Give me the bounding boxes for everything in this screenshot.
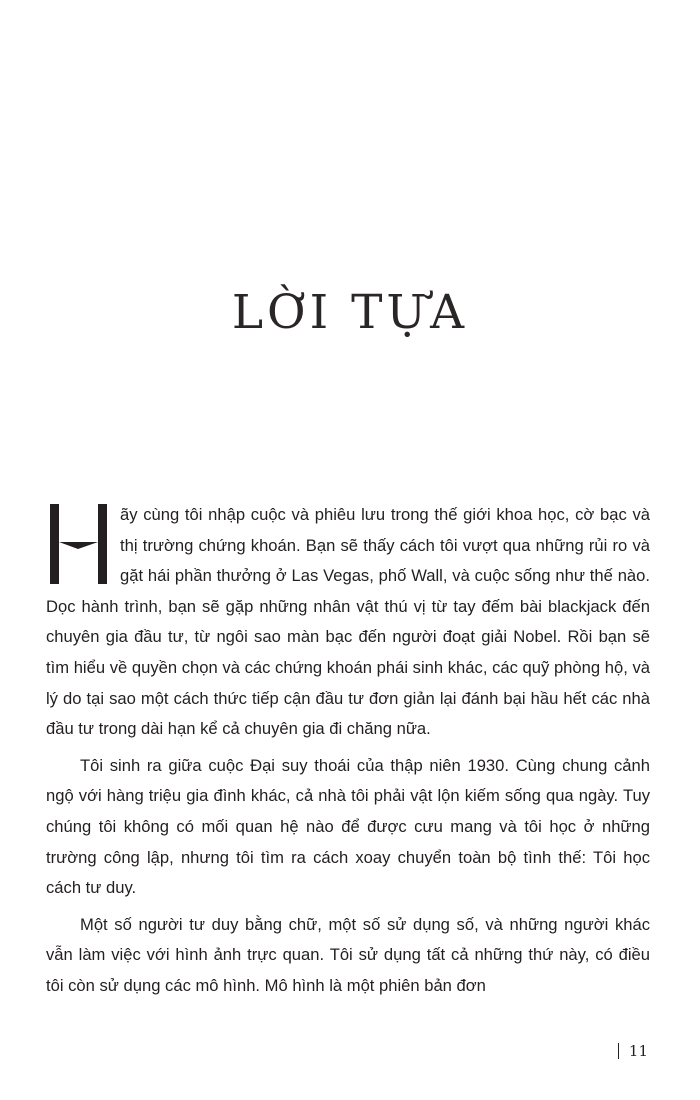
drop-cap [44, 502, 114, 590]
chapter-title: LỜI TỰA [231, 285, 469, 340]
paragraph-1 [46, 500, 650, 745]
body-text [46, 500, 650, 1008]
paragraph-1-text: ãy cùng tôi nhập cuộc và phiêu lưu trong thế giới khoa học, cờ bạc và thị trường chứng khoán. Bạn sẽ thấy cách tôi vượt qua những rủi ro và gặt hái phần thưởng ở Las Vegas, phố Wall, và cuộc sống như thế nào. Dọc hành trình, bạn sẽ gặp những nhân vật thú vị từ tay đếm bài blackjack đến chuyên gia đầu tư, từ ngôi sao màn bạc đến người đoạt giải Nobel. Rồi bạn sẽ tìm hiểu về quyền chọn và các chứng khoán phái sinh khác, các quỹ phòng hộ, và lý do tại sao một cách thức tiếp cận đầu tư đơn giản lại đánh bại hầu hết các nhà đầu tư trong dài hạn kể cả chuyên gia đi chăng nữa. [46, 505, 650, 739]
page-footer [618, 1042, 648, 1060]
paragraph-2: Tôi sinh ra giữa cuộc Đại suy thoái của thập niên 1930. Cùng chung cảnh ngộ với hàng triệu gia đình khác, cả nhà tôi phải vật lộn kiếm sống qua ngày. Tuy chúng tôi không có mối quan hệ nào để được cưu mang và tôi học ở những trường công lập, nhưng tôi tìm ra cách xoay chuyển toàn bộ tình thế: Tôi học cách tư duy. [46, 755, 650, 898]
footer-divider [618, 1043, 619, 1059]
page-number: 11 [628, 1042, 648, 1060]
paragraph-3: Một số người tư duy bằng chữ, một số sử dụng số, và những người khác vẫn làm việc với hình ảnh trực quan. Tôi sử dụng tất cả những thứ này, có điều tôi còn sử dụng các mô hình. Mô hình là một phiên bản đơn [46, 914, 650, 995]
drop-cap-h-glyph [44, 502, 114, 590]
